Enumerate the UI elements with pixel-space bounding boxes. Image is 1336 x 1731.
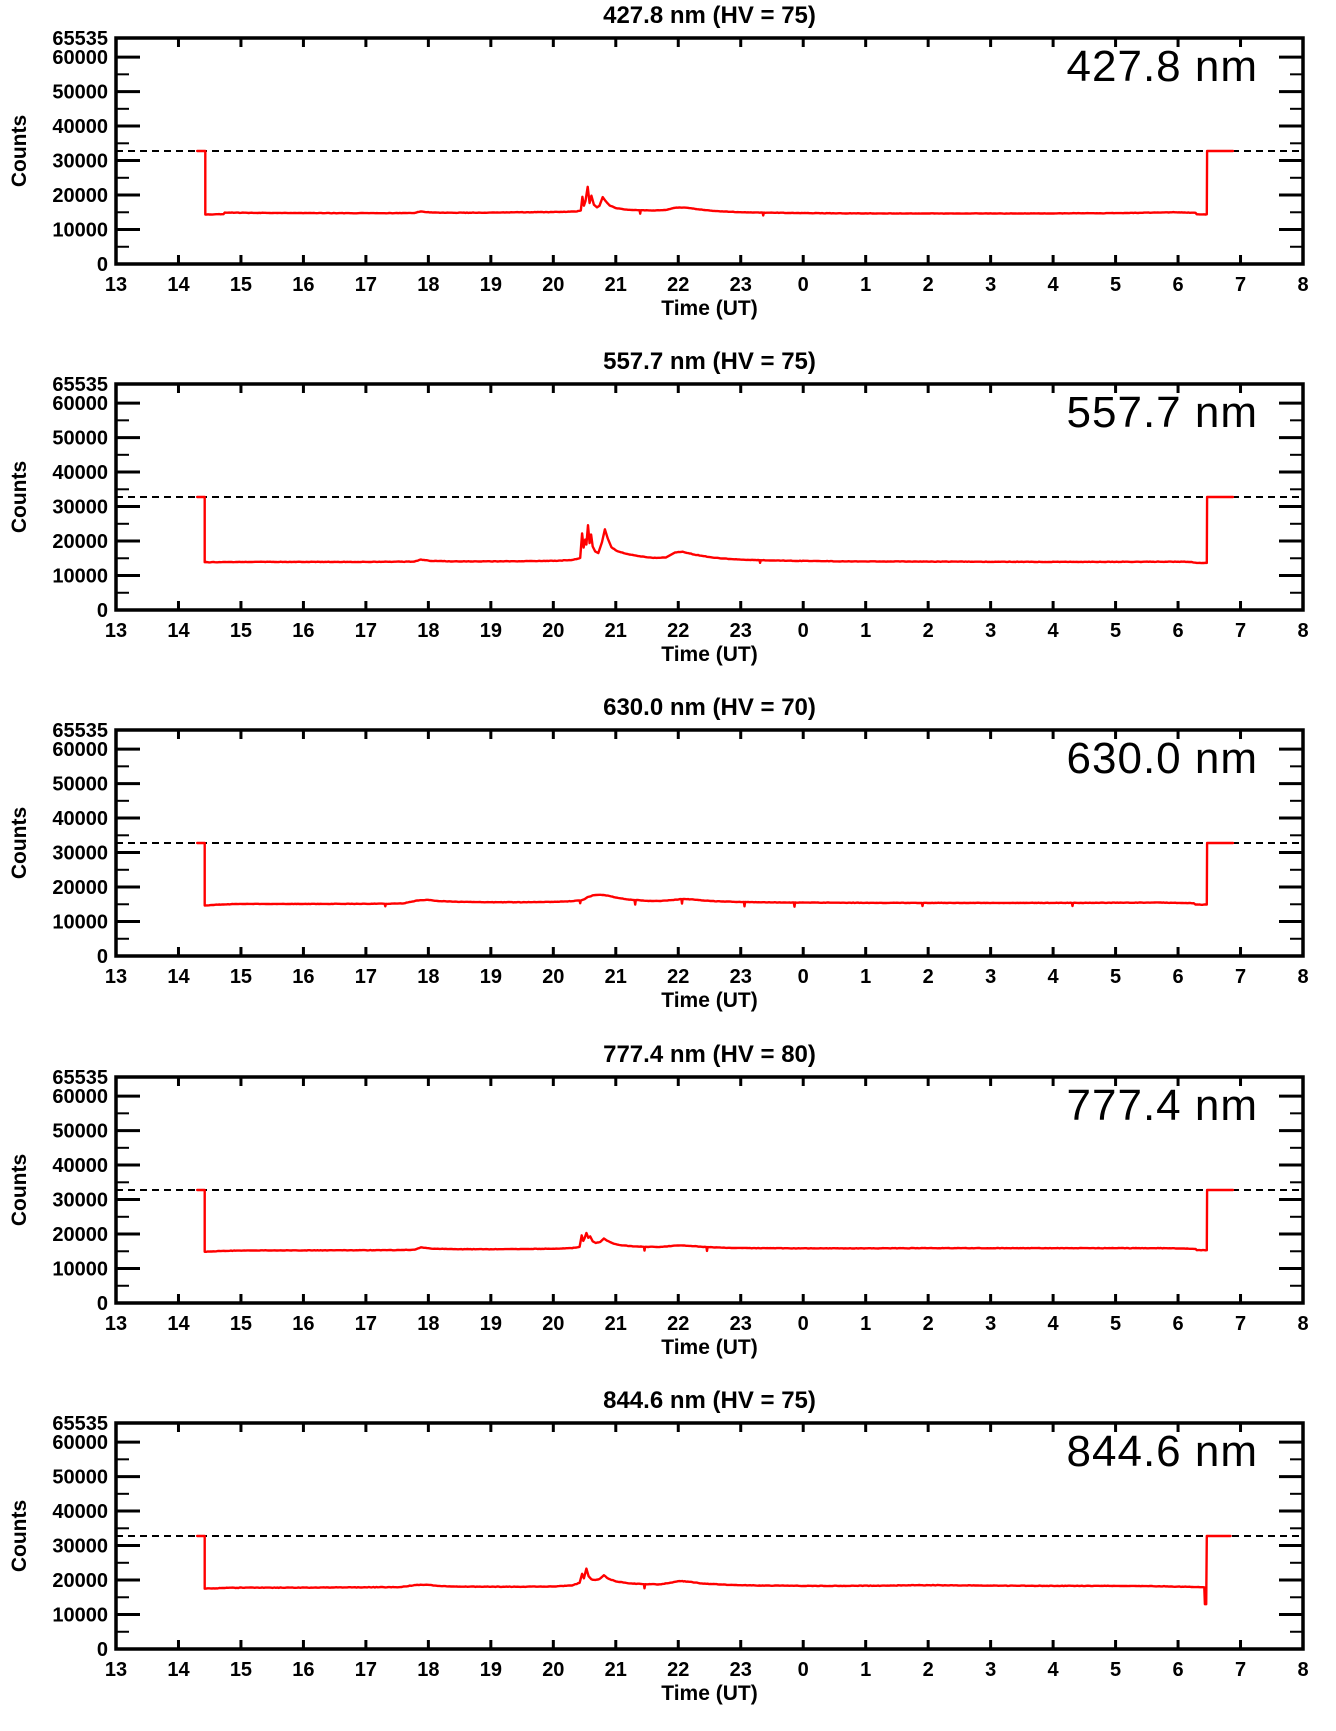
y-axis-title: Counts — [8, 806, 31, 880]
chart-panel-777 — [0, 1039, 1336, 1385]
x-tick-label: 16 — [292, 1659, 315, 1681]
x-tick-label: 4 — [1047, 1313, 1059, 1335]
x-tick-label: 1 — [860, 620, 872, 642]
y-tick-label: 65535 — [52, 1067, 108, 1089]
y-tick-label: 50000 — [52, 81, 108, 104]
x-tick-label: 17 — [354, 274, 378, 296]
y-tick-label: 60000 — [52, 393, 108, 416]
y-tick-label: 0 — [96, 600, 108, 622]
y-tick-label: 50000 — [52, 1466, 108, 1489]
y-tick-label: 50000 — [52, 427, 108, 450]
x-tick-label: 16 — [292, 274, 315, 296]
y-tick-label: 20000 — [52, 1570, 108, 1593]
x-tick-label: 23 — [729, 620, 752, 642]
x-tick-label: 14 — [167, 274, 190, 296]
x-tick-label: 0 — [797, 1313, 809, 1335]
y-tick-label: 30000 — [52, 1189, 108, 1212]
y-tick-label: 30000 — [52, 150, 108, 173]
y-tick-label: 30000 — [52, 842, 108, 865]
wavelength-label: 557.7 nm — [1066, 388, 1258, 437]
x-tick-label: 14 — [167, 966, 190, 988]
y-tick-label: 60000 — [52, 739, 108, 762]
y-tick-label: 60000 — [52, 1432, 108, 1455]
y-tick-label: 40000 — [52, 808, 108, 831]
x-tick-label: 7 — [1234, 1313, 1247, 1335]
x-tick-label: 8 — [1297, 1313, 1309, 1335]
y-tick-label: 40000 — [52, 116, 108, 139]
x-tick-label: 6 — [1172, 620, 1184, 642]
x-tick-label: 3 — [985, 620, 997, 642]
x-tick-label: 19 — [479, 274, 502, 296]
y-tick-label: 65535 — [52, 374, 108, 396]
y-tick-label: 0 — [96, 946, 108, 968]
counts-trace — [197, 1190, 1233, 1252]
y-tick-label: 60000 — [52, 1086, 108, 1109]
y-tick-label: 40000 — [52, 1155, 108, 1178]
wavelength-label: 630.0 nm — [1066, 734, 1258, 783]
panel-title: 427.8 nm (HV = 75) — [603, 2, 816, 29]
x-tick-label: 6 — [1172, 1659, 1184, 1681]
counts-trace — [197, 843, 1233, 907]
x-tick-label: 18 — [417, 620, 440, 642]
x-axis-title: Time (UT) — [661, 643, 758, 666]
panel-title: 777.4 nm (HV = 80) — [603, 1041, 816, 1068]
wavelength-label: 427.8 nm — [1066, 42, 1258, 91]
x-tick-label: 21 — [604, 1313, 627, 1335]
x-tick-label: 14 — [167, 1313, 190, 1335]
y-tick-label: 40000 — [52, 462, 108, 485]
y-tick-label: 0 — [96, 254, 108, 276]
x-tick-label: 4 — [1047, 1659, 1059, 1681]
x-tick-label: 17 — [354, 1659, 378, 1681]
x-tick-label: 18 — [417, 274, 440, 296]
y-tick-label: 60000 — [52, 47, 108, 70]
x-tick-label: 8 — [1297, 274, 1309, 296]
x-tick-label: 19 — [479, 1659, 502, 1681]
y-tick-label: 65535 — [52, 1413, 108, 1435]
y-tick-label: 10000 — [52, 219, 108, 242]
x-tick-label: 7 — [1234, 1659, 1247, 1681]
x-tick-label: 18 — [417, 966, 440, 988]
y-tick-label: 65535 — [52, 28, 108, 50]
x-tick-label: 20 — [542, 1659, 565, 1681]
x-tick-label: 16 — [292, 620, 315, 642]
x-tick-label: 22 — [667, 1659, 690, 1681]
x-tick-label: 23 — [729, 1659, 752, 1681]
x-tick-label: 22 — [667, 966, 690, 988]
chart-panel-427 — [0, 0, 1336, 346]
plot-area — [0, 1385, 1336, 1731]
x-tick-label: 6 — [1172, 966, 1184, 988]
x-tick-label: 20 — [542, 620, 565, 642]
x-tick-label: 16 — [292, 1313, 315, 1335]
x-tick-label: 13 — [104, 1313, 128, 1335]
y-axis-title: Counts — [8, 114, 31, 188]
x-tick-label: 8 — [1297, 966, 1309, 988]
x-tick-label: 14 — [167, 620, 190, 642]
y-tick-label: 0 — [96, 1293, 108, 1315]
y-axis-title: Counts — [8, 460, 31, 534]
x-tick-label: 4 — [1047, 274, 1059, 296]
x-tick-label: 22 — [667, 1313, 690, 1335]
y-axis-title: Counts — [8, 1499, 31, 1573]
x-tick-label: 21 — [604, 1659, 627, 1681]
x-tick-label: 15 — [229, 1659, 253, 1681]
wavelength-label: 844.6 nm — [1066, 1427, 1258, 1476]
y-tick-label: 10000 — [52, 1604, 108, 1627]
x-tick-label: 19 — [479, 620, 502, 642]
x-tick-label: 13 — [104, 1659, 128, 1681]
chart-panel-844 — [0, 1385, 1336, 1731]
x-tick-label: 1 — [860, 1313, 872, 1335]
x-tick-label: 18 — [417, 1313, 440, 1335]
x-tick-label: 7 — [1234, 966, 1247, 988]
x-tick-label: 15 — [229, 620, 253, 642]
x-axis-title: Time (UT) — [661, 1682, 758, 1705]
x-tick-label: 5 — [1110, 1313, 1122, 1335]
x-tick-label: 5 — [1110, 620, 1122, 642]
x-tick-label: 3 — [985, 966, 997, 988]
x-tick-label: 7 — [1234, 274, 1247, 296]
x-tick-label: 15 — [229, 274, 253, 296]
x-tick-label: 3 — [985, 1659, 997, 1681]
x-tick-label: 4 — [1047, 620, 1059, 642]
x-tick-label: 15 — [229, 966, 253, 988]
panel-title: 844.6 nm (HV = 75) — [603, 1387, 816, 1414]
y-tick-label: 30000 — [52, 1535, 108, 1558]
x-tick-label: 7 — [1234, 620, 1247, 642]
counts-trace — [197, 151, 1233, 215]
y-tick-label: 30000 — [52, 496, 108, 519]
x-tick-label: 19 — [479, 1313, 502, 1335]
x-tick-label: 2 — [922, 966, 934, 988]
panel-title: 557.7 nm (HV = 75) — [603, 348, 816, 375]
x-tick-label: 0 — [797, 620, 809, 642]
y-tick-label: 10000 — [52, 1258, 108, 1281]
x-tick-label: 23 — [729, 966, 752, 988]
x-tick-label: 13 — [104, 966, 128, 988]
plot-area — [0, 692, 1336, 1038]
x-tick-label: 5 — [1110, 1659, 1122, 1681]
x-tick-label: 8 — [1297, 1659, 1309, 1681]
x-tick-label: 20 — [542, 966, 565, 988]
x-tick-label: 2 — [922, 1313, 934, 1335]
wavelength-label: 777.4 nm — [1066, 1081, 1258, 1130]
x-tick-label: 16 — [292, 966, 315, 988]
y-tick-label: 65535 — [52, 720, 108, 742]
x-axis-title: Time (UT) — [661, 297, 758, 320]
chart-panel-557 — [0, 346, 1336, 692]
x-tick-label: 2 — [922, 1659, 934, 1681]
y-tick-label: 50000 — [52, 1120, 108, 1143]
x-tick-label: 4 — [1047, 966, 1059, 988]
x-tick-label: 18 — [417, 1659, 440, 1681]
x-tick-label: 17 — [354, 966, 378, 988]
x-tick-label: 17 — [354, 620, 378, 642]
x-tick-label: 2 — [922, 620, 934, 642]
y-axis-title: Counts — [8, 1153, 31, 1227]
x-tick-label: 15 — [229, 1313, 253, 1335]
x-tick-label: 20 — [542, 1313, 565, 1335]
x-tick-label: 22 — [667, 274, 690, 296]
y-tick-label: 10000 — [52, 911, 108, 934]
x-tick-label: 21 — [604, 620, 627, 642]
x-tick-label: 23 — [729, 1313, 752, 1335]
y-tick-label: 0 — [96, 1639, 108, 1661]
y-tick-label: 10000 — [52, 565, 108, 588]
y-tick-label: 20000 — [52, 185, 108, 208]
x-tick-label: 5 — [1110, 274, 1122, 296]
x-tick-label: 0 — [797, 966, 809, 988]
x-tick-label: 0 — [797, 274, 809, 296]
x-tick-label: 0 — [797, 1659, 809, 1681]
y-tick-label: 20000 — [52, 877, 108, 900]
x-tick-label: 1 — [860, 274, 872, 296]
x-tick-label: 17 — [354, 1313, 378, 1335]
x-tick-label: 21 — [604, 966, 627, 988]
panel-title: 630.0 nm (HV = 70) — [603, 694, 816, 721]
x-axis-title: Time (UT) — [661, 1336, 758, 1359]
x-tick-label: 3 — [985, 1313, 997, 1335]
plot-area — [0, 1039, 1336, 1385]
y-tick-label: 50000 — [52, 773, 108, 796]
x-tick-label: 20 — [542, 274, 565, 296]
x-tick-label: 6 — [1172, 1313, 1184, 1335]
x-tick-label: 6 — [1172, 274, 1184, 296]
x-tick-label: 23 — [729, 274, 752, 296]
x-tick-label: 3 — [985, 274, 997, 296]
x-tick-label: 21 — [604, 274, 627, 296]
x-tick-label: 8 — [1297, 620, 1309, 642]
x-tick-label: 2 — [922, 274, 934, 296]
x-tick-label: 19 — [479, 966, 502, 988]
chart-panel-630 — [0, 692, 1336, 1038]
x-tick-label: 1 — [860, 966, 872, 988]
plot-area — [0, 346, 1336, 692]
x-tick-label: 1 — [860, 1659, 872, 1681]
counts-trace — [197, 1536, 1230, 1604]
y-tick-label: 20000 — [52, 531, 108, 554]
x-tick-label: 14 — [167, 1659, 190, 1681]
y-tick-label: 40000 — [52, 1501, 108, 1524]
x-tick-label: 13 — [104, 274, 128, 296]
x-tick-label: 13 — [104, 620, 128, 642]
counts-trace — [197, 497, 1233, 563]
x-tick-label: 22 — [667, 620, 690, 642]
x-axis-title: Time (UT) — [661, 989, 758, 1012]
y-tick-label: 20000 — [52, 1224, 108, 1247]
x-tick-label: 5 — [1110, 966, 1122, 988]
plot-area — [0, 0, 1336, 346]
